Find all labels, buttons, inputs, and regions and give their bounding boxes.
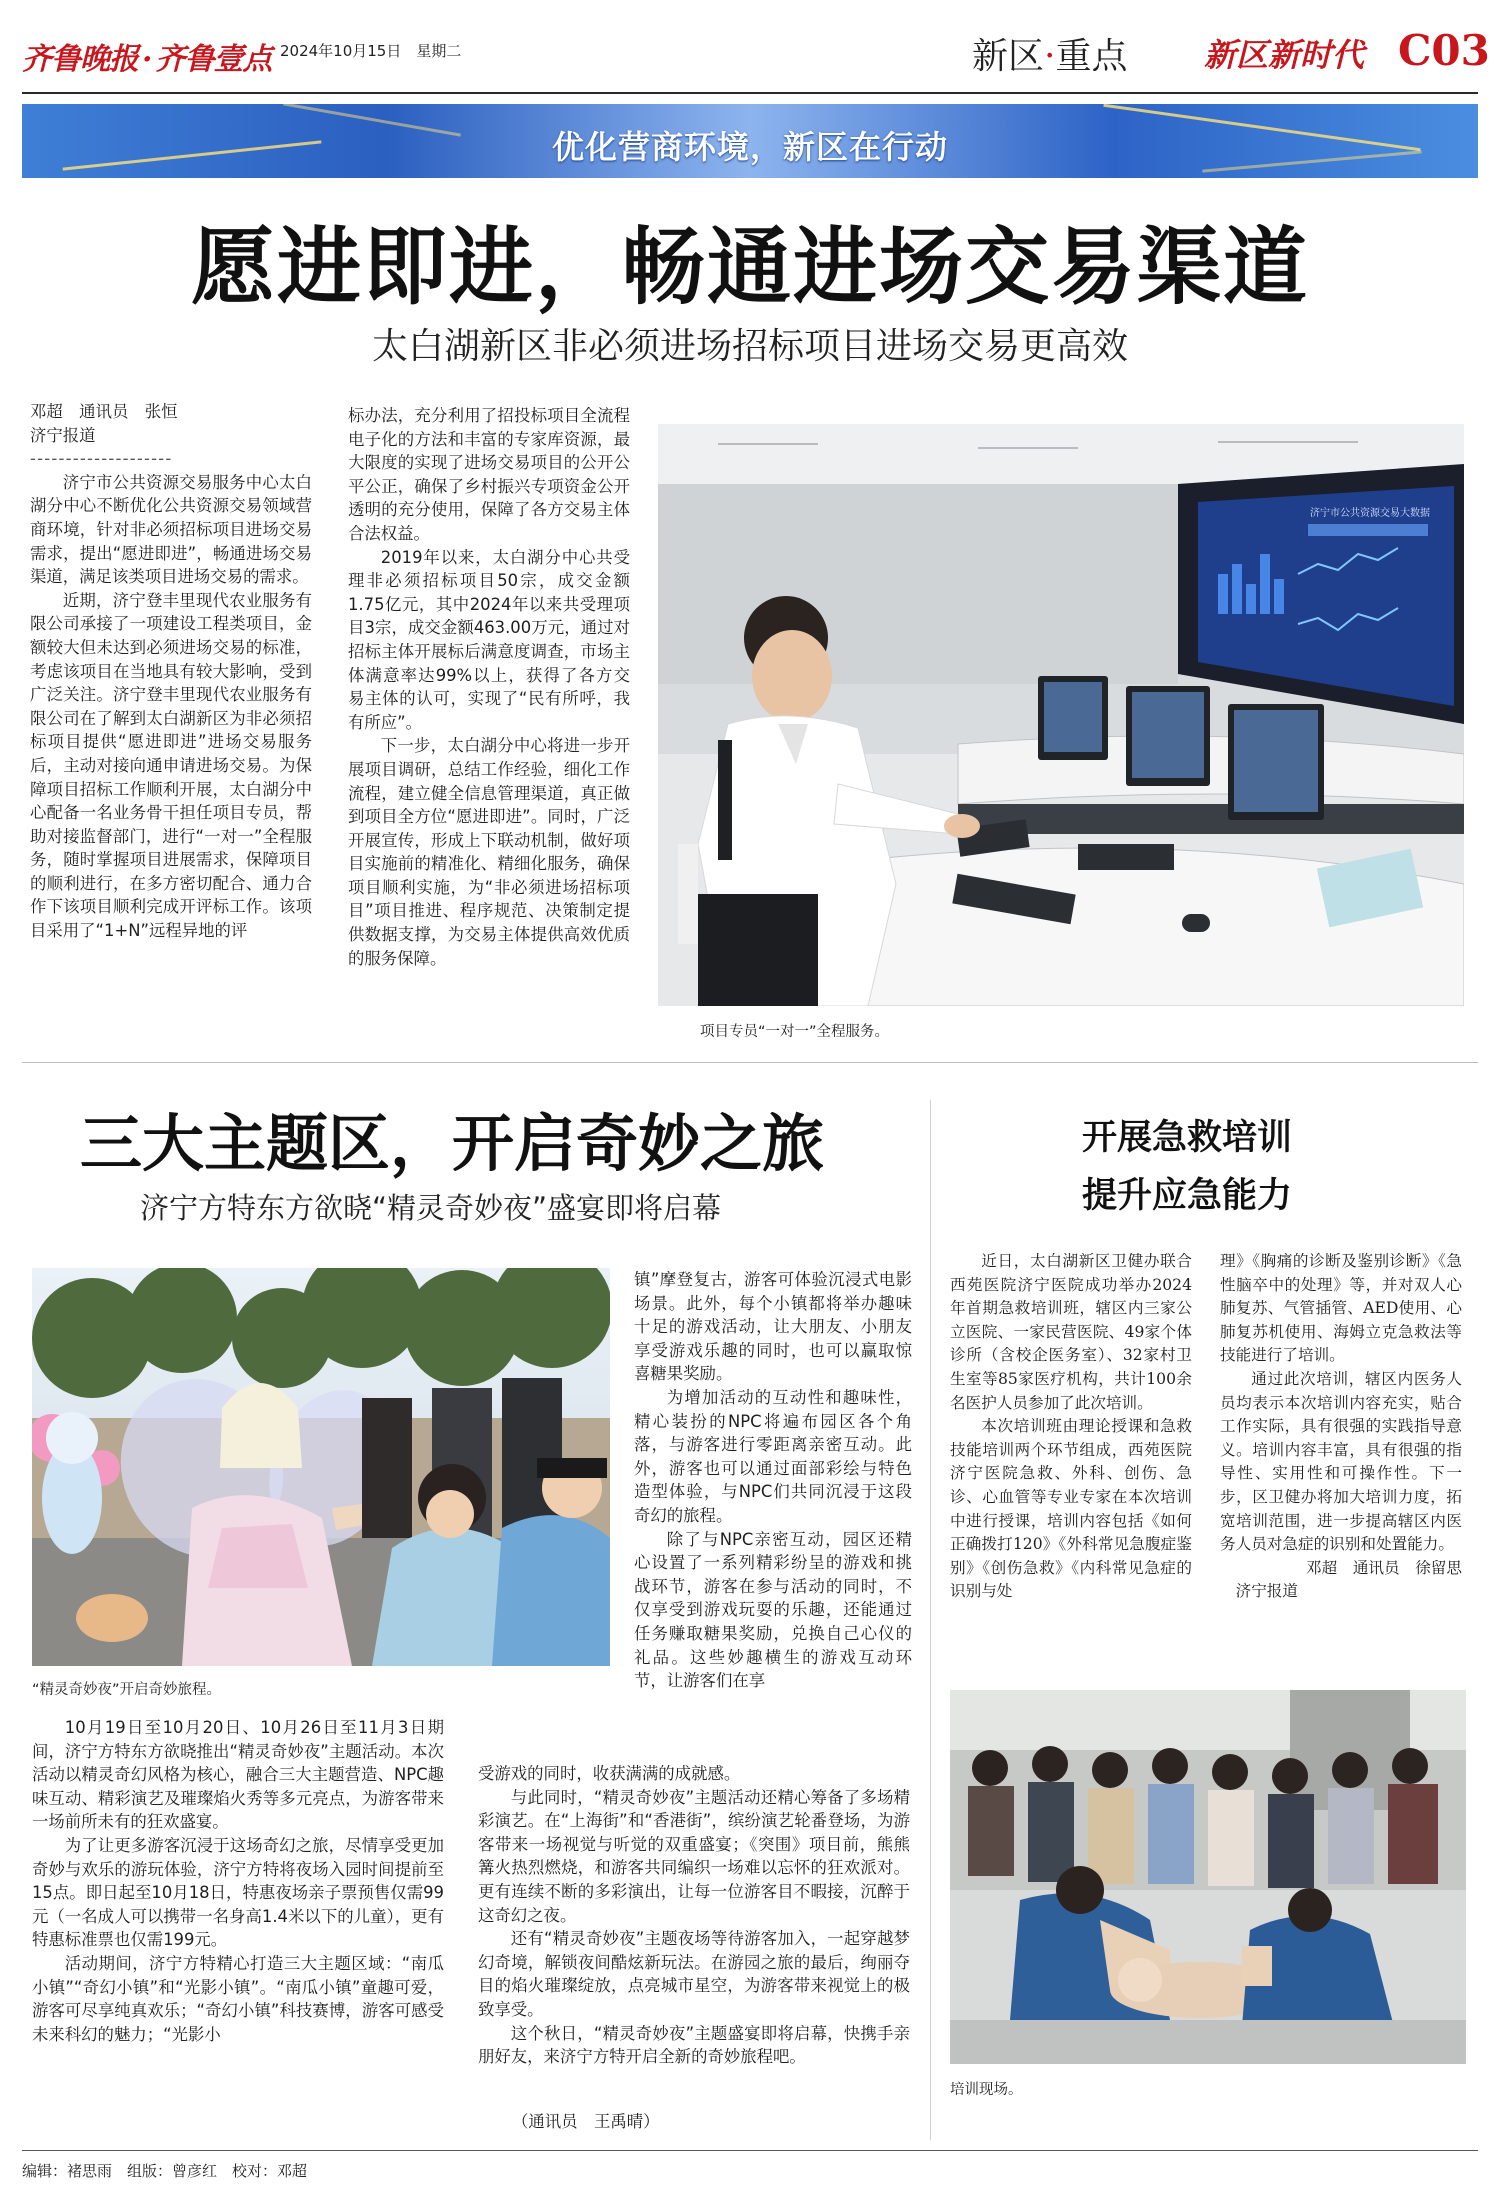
footer-rule	[22, 2150, 1478, 2151]
issue-date: 2024年10月15日 星期二	[280, 42, 462, 60]
section-brand: 新区新时代	[1204, 36, 1365, 74]
cpr-training-illustration	[950, 1690, 1466, 2064]
paragraph: 镇”摩登复古，游客可体验沉浸式电影场景。此外，每个小镇都将举办趣味十足的游戏活动，让大朋友、小朋友享受游戏乐趣的同时，也可以赢取惊喜糖果奖励。	[634, 1270, 912, 1384]
column-divider	[930, 1100, 931, 2140]
headline-2: 三大主题区，开启奇妙之旅	[80, 1107, 825, 1180]
header-rule	[22, 92, 1478, 94]
headline-3-line-2: 提升应急能力	[1082, 1175, 1293, 1216]
story2-column-2-top	[634, 1268, 912, 1693]
paragraph: 这个秋日，“精灵奇妙夜”主题盛宴即将启幕，快携手亲朋好友，来济宁方特开启全新的奇妙旅程吧。	[478, 2023, 910, 2067]
masthead-separator: ·	[142, 42, 152, 77]
story1-column-1	[30, 400, 312, 943]
paragraph: 除了与NPC亲密互动，园区还精心设置了一系列精彩纷呈的游戏和挑战环节，游客在参与活动的同时，不仅享受到游戏玩耍的乐趣，还能通过任务赚取糖果奖励，兑换自己心仪的礼品。这些妙趣横生的游戏互动环节，让游客们在享	[634, 1529, 912, 1691]
headline-1: 愿进即进，畅通进场交易渠道	[190, 217, 1309, 316]
section-dot: ·	[1044, 36, 1056, 77]
story2-credit: （通讯员 王禹晴）	[512, 2112, 660, 2131]
fairy-parade-illustration	[32, 1268, 610, 1666]
screen-title: 济宁市公共资源交易大数据	[1310, 508, 1430, 519]
paragraph: 本次培训班由理论授课和急救技能培训两个环节组成，西苑医院济宁医院急救、外科、创伤、急诊、心血管等专业专家在本次培训中进行授课，培训内容包括《如何正确拨打120》《外科常见急腹症鉴别》《创伤急救》《内科常见急症的识别与处	[950, 1417, 1192, 1601]
paragraph: 受游戏的同时，收获满满的成就感。	[478, 1764, 741, 1783]
byline-rule: - - - - - - - - - - - - - - - - - - - -	[30, 449, 170, 469]
story2-column-2-bottom	[478, 1762, 910, 2069]
service-center-illustration	[658, 424, 1464, 1006]
paragraph: 近日，太白湖新区卫健办联合西苑医院济宁医院成功举办2024年首期急救培训班，辖区内三家公立医院、一家民营医院、49家个体诊所（含校企医务室）、32家村卫生室等85家医疗机构，共计100余名医护人员参加了此次培训。	[950, 1252, 1192, 1412]
paragraph: 下一步，太白湖分中心将进一步开展项目调研，总结工作经验，细化工作流程，建立健全信息管理渠道，真正做到项目全方位“愿进即进”。同时，广泛开展宣传，形成上下联动机制，做好项目实施前的精准化、精细化服务，确保项目顺利实施，为“非必须进场招标项目”项目推进、程序规范、决策制定提供数据支撑，为交易主体提供高效优质的服务保障。	[348, 736, 630, 968]
paragraph: 2019年以来，太白湖分中心共受理非必须招标项目50宗，成交金额1.75亿元，其中2024年以来共受理项目3宗，成交金额463.00万元，通过对招标主体开展标后满意度调查，市场主体满意率达99%以上，获得了各方交易主体的认可，实现了“民有所呼，我有所应”。	[348, 547, 630, 732]
story2-column-1	[32, 1716, 444, 2046]
photo-caption-3: 培训现场。	[950, 2082, 1023, 2098]
photo-service-center	[658, 424, 1464, 1006]
masthead-left: 齐鲁晚报	[22, 42, 138, 77]
section-divider	[22, 1062, 1478, 1063]
section-title	[972, 28, 1127, 79]
photo-fairy-parade	[32, 1268, 610, 1666]
paragraph: 为增加活动的互动性和趣味性，精心装扮的NPC将遍布园区各个角落，与游客进行零距离亲密互动。此外，游客也可以通过面部彩绘与特色造型体验，与NPC们共同沉浸于这段奇幻的旅程。	[634, 1387, 912, 1525]
story3-column-2	[1220, 1250, 1462, 1604]
paragraph: 10月19日至10月20日、10月26日至11月3日期间，济宁方特东方欲晓推出“精灵奇妙夜”主题活动。本次活动以精灵奇幻风格为核心，融合三大主题营造、NPC趣味互动、精彩演艺及璀璨焰火秀等多元亮点，为游客带来一场前所未有的狂欢盛宴。	[32, 1718, 444, 1832]
page-number: C03	[1398, 26, 1490, 75]
story2-credit-wrap	[512, 2110, 712, 2134]
subheadline-1: 太白湖新区非必须进场招标项目进场交易更高效	[371, 326, 1128, 367]
paragraph: 标办法，充分利用了招投标项目全流程电子化的方法和丰富的专家库资源，最大限度的实现了进场交易项目的公开公平公正，确保了乡村振兴专项资金公开透明的充分使用，保障了各方交易主体合法权益。	[348, 406, 630, 543]
byline: 邓超 通讯员 张恒	[30, 402, 178, 421]
story3-column-1	[950, 1250, 1192, 1604]
dateline: 济宁报道	[30, 425, 96, 445]
section-part-1: 新区	[972, 36, 1045, 77]
editor-credits: 编辑：褚思雨 组版：曾彦红 校对：邓超	[22, 2162, 308, 2180]
byline: 邓超 通讯员 徐留思	[1306, 1558, 1462, 1577]
headline-3-line-1: 开展急救培训	[1082, 1117, 1293, 1158]
paragraph: 与此同时，“精灵奇妙夜”主题活动还精心筹备了多场精彩演艺。在“上海街”和“香港街”，缤纷演艺轮番登场，为游客带来一场视觉与听觉的双重盛宴；《突围》项目前，熊熊篝火热烈燃烧，和游客共同编织一场难以忘怀的狂欢派对。更有连续不断的多彩演出，让每一位游客目不暇接，沉醉于这奇幻之夜。	[478, 1787, 910, 1925]
photo-caption-2: “精灵奇妙夜”开启奇妙旅程。	[32, 1682, 222, 1698]
topic-banner	[22, 104, 1478, 178]
paragraph: 通过此次培训，辖区内医务人员均表示本次培训内容充实，贴合工作实际，具有很强的实践指导意义。培训内容丰富，具有很强的指导性、实用性和可操作性。下一步，区卫健办将加大培训力度，拓宽培训范围，进一步提高辖区内医务人员对急症的识别和处置能力。	[1220, 1369, 1462, 1554]
paragraph: 理》《胸痛的诊断及鉴别诊断》《急性脑卒中的处理》等，并对双人心肺复苏、气管插管、AED使用、心肺复苏机使用、海姆立克急救法等技能进行了培训。	[1220, 1252, 1462, 1365]
paragraph: 还有“精灵奇妙夜”主题夜场等待游客加入，一起穿越梦幻奇境，解锁夜间酷炫新玩法。在游园之旅的最后，绚丽夺目的焰火璀璨绽放，点亮城市星空，为游客带来视觉上的极致享受。	[478, 1929, 910, 2019]
subheadline-2: 济宁方特东方欲晓“精灵奇妙夜”盛宴即将启幕	[140, 1191, 722, 1225]
paragraph: 济宁市公共资源交易服务中心太白湖分中心不断优化公共资源交易领域营商环境，针对非必须招标项目进场交易需求，提出“愿进即进”，畅通进场交易渠道，满足该类项目进场交易的需求。	[30, 472, 312, 587]
dateline: 济宁报道	[1235, 1582, 1298, 1601]
photo-cpr-training	[950, 1690, 1466, 2064]
section-part-2: 重点	[1055, 36, 1128, 77]
masthead	[22, 34, 271, 78]
photo-caption-1: 项目专员“一对一”全程服务。	[700, 1024, 890, 1040]
paragraph: 近期，济宁登丰里现代农业服务有限公司承接了一项建设工程类项目，金额较大但未达到必须进场交易的标准，考虑该项目在当地具有较大影响，受到广泛关注。济宁登丰里现代农业服务有限公司在了解到太白湖新区为非必须招标项目提供“愿进即进”进场交易服务后，主动对接向通申请进场交易。为保障项目招标工作顺利开展，太白湖分中心配备一名业务骨干担任项目专员，帮助对接监督部门，进行“一对一”全程服务，随时掌握项目进展需求，保障项目的顺利进行，在多方密切配合、通力合作下该项目顺利完成开评标工作。该项目采用了“1+N”远程异地的评	[30, 590, 312, 941]
masthead-right: 齐鲁壹点	[155, 42, 272, 77]
story1-column-2	[348, 404, 630, 970]
banner-text: 优化营商环境，新区在行动	[551, 128, 948, 166]
paragraph: 活动期间，济宁方特精心打造三大主题区域：“南瓜小镇”“奇幻小镇”和“光影小镇”。“南瓜小镇”童趣可爱，游客可尽享纯真欢乐；“奇幻小镇”科技赛博，游客可感受未来科幻的魅力；“光影小	[32, 1953, 444, 2044]
paragraph: 为了让更多游客沉浸于这场奇幻之旅，尽情享受更加奇妙与欢乐的游玩体验，济宁方特将夜场入园时间提前至15点。即日起至10月18日，特惠夜场亲子票预售仅需99元（一名成人可以携带一名身高1.4米以下的儿童），更有特惠标准票也仅需199元。	[32, 1835, 444, 1950]
